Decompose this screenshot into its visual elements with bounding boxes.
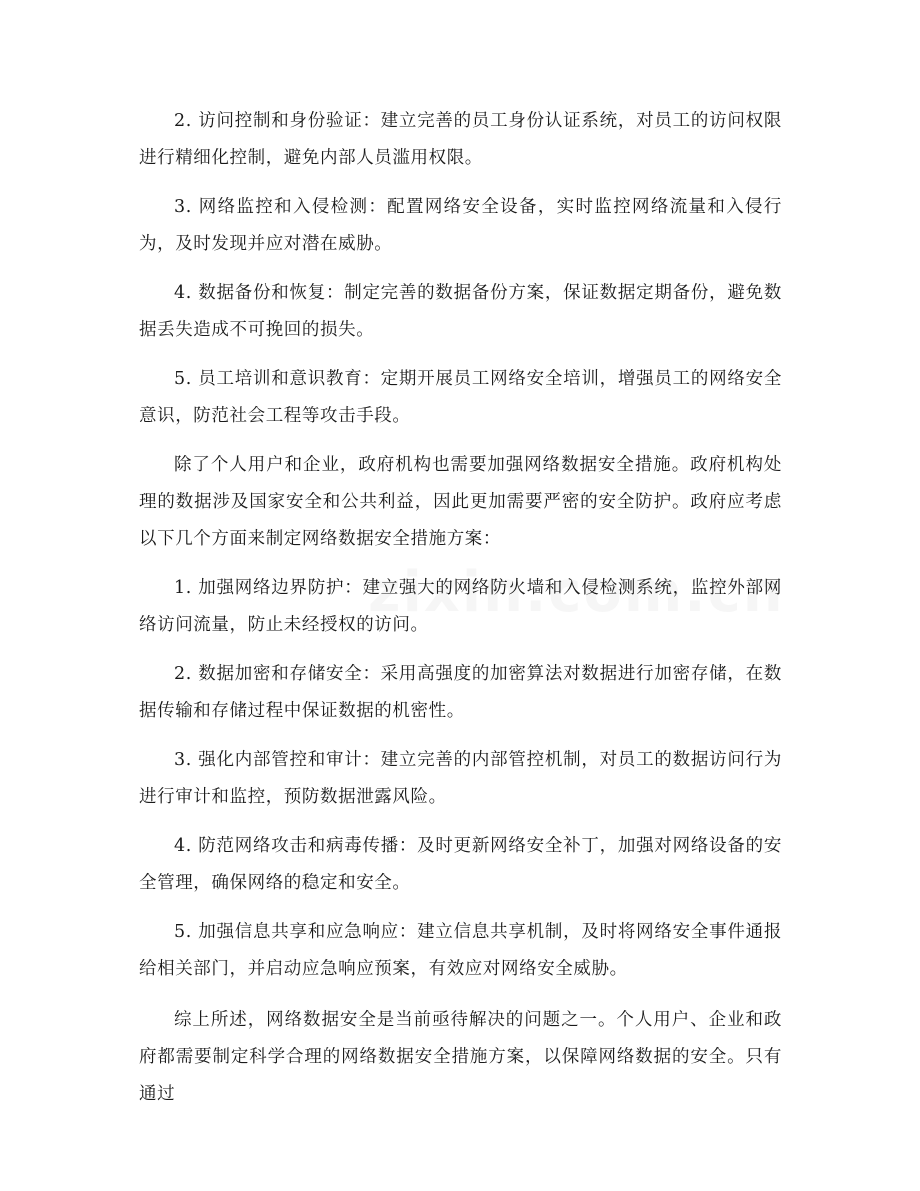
paragraph-4: 5. 员工培训和意识教育：定期开展员工网络安全培训，增强员工的网络安全意识，防范社会工程等攻击手段。 — [139, 369, 782, 426]
paragraph-2: 3. 网络监控和入侵检测：配置网络安全设备，实时监控网络流量和入侵行为，及时发现并应对潜在威胁。 — [139, 197, 782, 254]
paragraph-11: 综上所述，网络数据安全是当前亟待解决的问题之一。个人用户、企业和政府都需要制定科学合理的网络数据安全措施方案，以保障网络数据的安全。只有通过 — [139, 1010, 782, 1104]
paragraph-8: 3. 强化内部管控和审计：建立完善的内部管控机制，对员工的数据访问行为进行审计和监控，预防数据泄露风险。 — [139, 750, 782, 807]
paragraph-10: 5. 加强信息共享和应急响应：建立信息共享机制，及时将网络安全事件通报给相关部门，并启动应急响应预案，有效应对网络安全威胁。 — [139, 922, 782, 979]
paragraph-6: 1. 加强网络边界防护：建立强大的网络防火墙和入侵检测系统，监控外部网络访问流量，防止未经授权的访问。 — [139, 578, 782, 635]
paragraph-9: 4. 防范网络攻击和病毒传播：及时更新网络安全补丁，加强对网络设备的安全管理，确保网络的稳定和安全。 — [139, 836, 782, 893]
paragraph-7: 2. 数据加密和存储安全：采用高强度的加密算法对数据进行加密存储，在数据传输和存储过程中保证数据的机密性。 — [139, 664, 782, 721]
paragraph-5: 除了个人用户和企业，政府机构也需要加强网络数据安全措施。政府机构处理的数据涉及国家安全和公共利益，因此更加需要严密的安全防护。政府应考虑以下几个方面来制定网络数据安全措施方案： — [139, 455, 782, 549]
document-body — [139, 103, 782, 1113]
paragraph-1: 2. 访问控制和身份验证：建立完善的员工身份认证系统，对员工的访问权限进行精细化控制，避免内部人员滥用权限。 — [139, 111, 782, 168]
paragraph-3: 4. 数据备份和恢复：制定完善的数据备份方案，保证数据定期备份，避免数据丢失造成不可挽回的损失。 — [139, 283, 782, 340]
